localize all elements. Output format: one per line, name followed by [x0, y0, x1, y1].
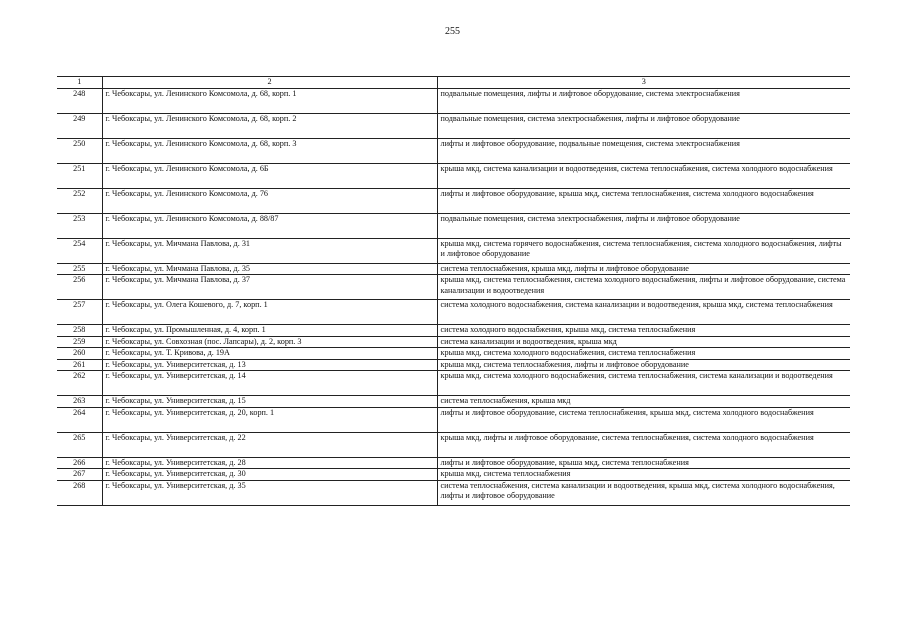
- table-row: [57, 138, 850, 163]
- row-address: г. Чебоксары, ул. Мичмана Павлова, д. 35: [102, 263, 437, 275]
- page-number: 255: [445, 26, 460, 37]
- row-systems: система теплоснабжения, крыша мкд: [437, 396, 850, 408]
- row-systems: крыша мкд, лифты и лифтовое оборудование, система теплоснабжения, система холодного водоснабжения: [437, 432, 850, 457]
- table-row: [57, 163, 850, 188]
- row-systems: система теплоснабжения, система канализации и водоотведения, крыша мкд, система холодного водоснабжения, лифты и лифтовое оборудование: [437, 480, 850, 505]
- table-row: [57, 396, 850, 408]
- row-index: 266: [57, 457, 102, 469]
- row-address: г. Чебоксары, ул. Ленинского Комсомола, д. 88/87: [102, 213, 437, 238]
- row-index: 249: [57, 113, 102, 138]
- table-row: [57, 457, 850, 469]
- row-systems: крыша мкд, система теплоснабжения, лифты и лифтовое оборудование: [437, 359, 850, 371]
- row-index: 250: [57, 138, 102, 163]
- row-address: г. Чебоксары, ул. Мичмана Павлова, д. 37: [102, 275, 437, 300]
- table-row: [57, 348, 850, 360]
- row-address: г. Чебоксары, ул. Университетская, д. 13: [102, 359, 437, 371]
- table-header: [57, 77, 850, 89]
- row-index: 257: [57, 300, 102, 325]
- table-body: [57, 88, 850, 505]
- column-number-2: 2: [102, 77, 437, 89]
- row-index: 252: [57, 188, 102, 213]
- row-address: г. Чебоксары, ул. Мичмана Павлова, д. 31: [102, 238, 437, 263]
- row-systems: подвальные помещения, лифты и лифтовое оборудование, система электроснабжения: [437, 88, 850, 113]
- row-systems: крыша мкд, система канализации и водоотведения, система теплоснабжения, система холодного водоснабжения: [437, 163, 850, 188]
- row-systems: лифты и лифтовое оборудование, система теплоснабжения, крыша мкд, система холодного водоснабжения: [437, 407, 850, 432]
- table-row: [57, 238, 850, 263]
- table-row: [57, 371, 850, 396]
- buildings-table: [57, 76, 850, 506]
- row-index: 254: [57, 238, 102, 263]
- row-address: г. Чебоксары, ул. Ленинского Комсомола, д. 68, корп. 3: [102, 138, 437, 163]
- row-address: г. Чебоксары, ул. Совхозная (пос. Лапсары), д. 2, корп. 3: [102, 336, 437, 348]
- row-systems: лифты и лифтовое оборудование, крыша мкд, система теплоснабжения, система холодного водоснабжения: [437, 188, 850, 213]
- row-index: 255: [57, 263, 102, 275]
- row-address: г. Чебоксары, ул. Университетская, д. 22: [102, 432, 437, 457]
- row-index: 253: [57, 213, 102, 238]
- table-row: [57, 88, 850, 113]
- row-systems: крыша мкд, система горячего водоснабжения, система теплоснабжения, система холодного водоснабжения, лифты и лифтовое оборудование: [437, 238, 850, 263]
- row-systems: крыша мкд, система холодного водоснабжения, система теплоснабжения: [437, 348, 850, 360]
- table-row: [57, 113, 850, 138]
- table-row: [57, 407, 850, 432]
- column-number-1: 1: [57, 77, 102, 89]
- row-address: г. Чебоксары, ул. Университетская, д. 15: [102, 396, 437, 408]
- table-row: [57, 480, 850, 505]
- row-systems: система канализации и водоотведения, крыша мкд: [437, 336, 850, 348]
- row-index: 251: [57, 163, 102, 188]
- row-index: 268: [57, 480, 102, 505]
- row-index: 256: [57, 275, 102, 300]
- row-systems: лифты и лифтовое оборудование, подвальные помещения, система электроснабжения: [437, 138, 850, 163]
- row-address: г. Чебоксары, ул. Университетская, д. 20, корп. 1: [102, 407, 437, 432]
- row-address: г. Чебоксары, ул. Т. Кривова, д. 19А: [102, 348, 437, 360]
- row-systems: система холодного водоснабжения, система канализации и водоотведения, крыша мкд, система теплоснабжения: [437, 300, 850, 325]
- row-address: г. Чебоксары, ул. Ленинского Комсомола, д. 6Б: [102, 163, 437, 188]
- row-address: г. Чебоксары, ул. Ленинского Комсомола, д. 68, корп. 1: [102, 88, 437, 113]
- row-index: 263: [57, 396, 102, 408]
- row-index: 258: [57, 325, 102, 337]
- table-row: [57, 469, 850, 481]
- row-address: г. Чебоксары, ул. Ленинского Комсомола, д. 68, корп. 2: [102, 113, 437, 138]
- table-row: [57, 359, 850, 371]
- row-index: 260: [57, 348, 102, 360]
- row-address: г. Чебоксары, ул. Олега Кошевого, д. 7, корп. 1: [102, 300, 437, 325]
- row-systems: крыша мкд, система холодного водоснабжения, система теплоснабжения, система канализации и водоотведения: [437, 371, 850, 396]
- row-systems: подвальные помещения, система электроснабжения, лифты и лифтовое оборудование: [437, 113, 850, 138]
- table-row: [57, 336, 850, 348]
- table-row: [57, 275, 850, 300]
- row-address: г. Чебоксары, ул. Ленинского Комсомола, д. 76: [102, 188, 437, 213]
- table-row: [57, 263, 850, 275]
- row-index: 248: [57, 88, 102, 113]
- column-number-3: 3: [437, 77, 850, 89]
- table-row: [57, 432, 850, 457]
- row-systems: система холодного водоснабжения, крыша мкд, система теплоснабжения: [437, 325, 850, 337]
- table-row: [57, 188, 850, 213]
- row-address: г. Чебоксары, ул. Университетская, д. 30: [102, 469, 437, 481]
- row-address: г. Чебоксары, ул. Университетская, д. 35: [102, 480, 437, 505]
- row-index: 264: [57, 407, 102, 432]
- row-address: г. Чебоксары, ул. Промышленная, д. 4, корп. 1: [102, 325, 437, 337]
- row-index: 265: [57, 432, 102, 457]
- row-index: 262: [57, 371, 102, 396]
- row-index: 267: [57, 469, 102, 481]
- row-systems: крыша мкд, система теплоснабжения: [437, 469, 850, 481]
- table-row: [57, 300, 850, 325]
- row-systems: система теплоснабжения, крыша мкд, лифты и лифтовое оборудование: [437, 263, 850, 275]
- row-systems: подвальные помещения, система электроснабжения, лифты и лифтовое оборудование: [437, 213, 850, 238]
- row-index: 261: [57, 359, 102, 371]
- table-row: [57, 325, 850, 337]
- row-systems: лифты и лифтовое оборудование, крыша мкд, система теплоснабжения: [437, 457, 850, 469]
- row-index: 259: [57, 336, 102, 348]
- row-systems: крыша мкд, система теплоснабжения, система холодного водоснабжения, лифты и лифтовое оборудование, система канализации и водоотведения: [437, 275, 850, 300]
- row-address: г. Чебоксары, ул. Университетская, д. 14: [102, 371, 437, 396]
- row-address: г. Чебоксары, ул. Университетская, д. 28: [102, 457, 437, 469]
- table-row: [57, 213, 850, 238]
